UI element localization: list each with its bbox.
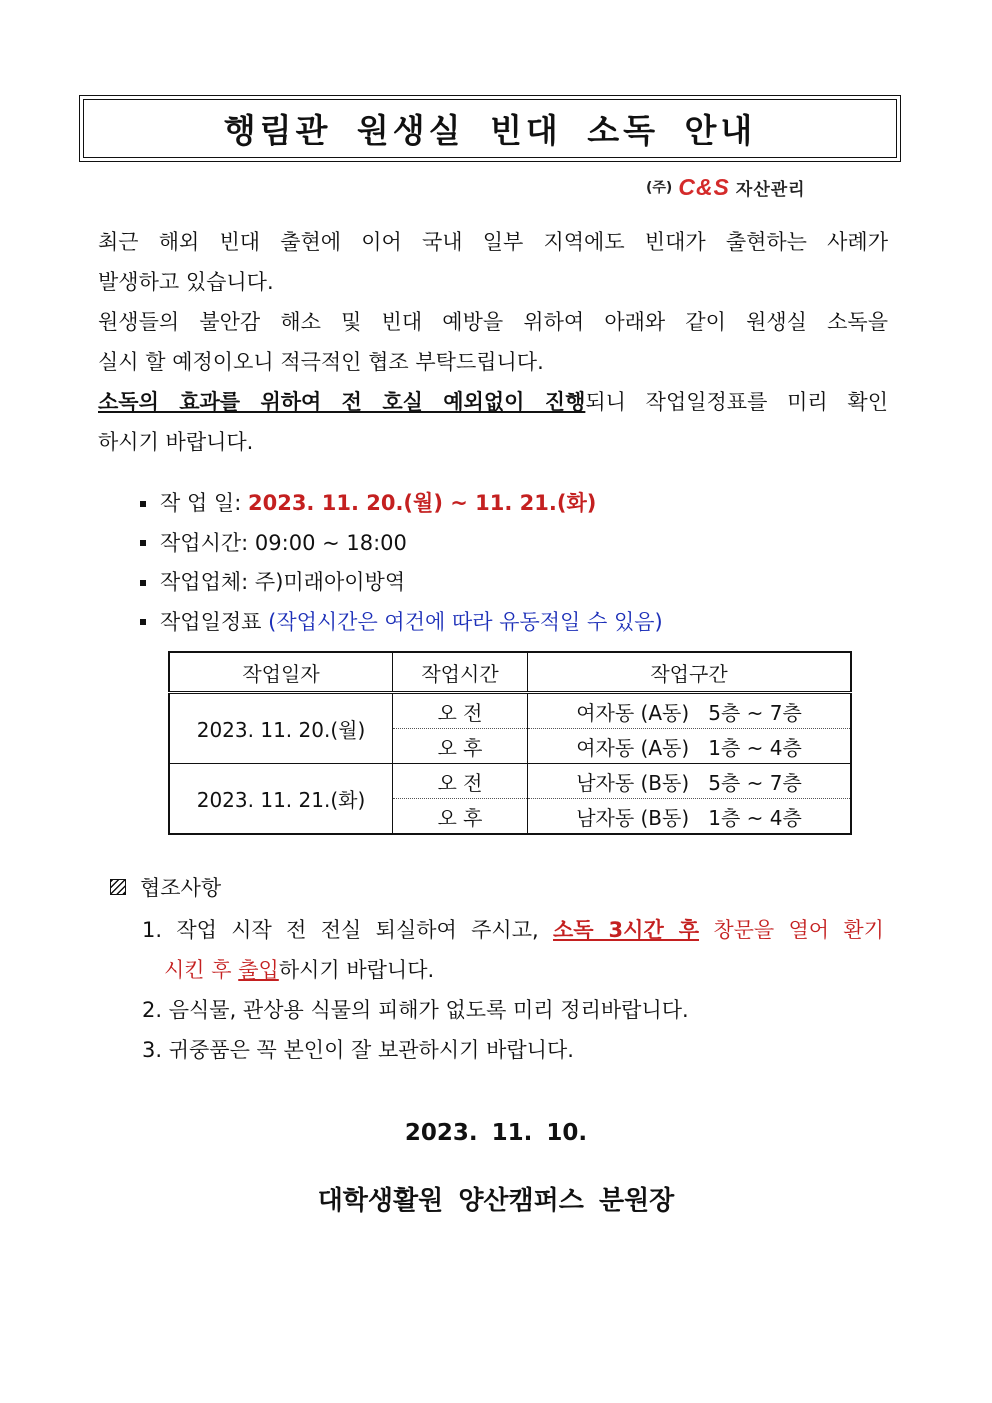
work-date-label: 작 업 일: [160,491,242,515]
coop-item-1-cont-red: 시킨 후 [164,958,232,982]
company-logo [646,173,806,200]
title-box-inner [83,99,897,158]
work-date-value: 2023. 11. 20.(월) ~ 11. 21.(화) [247,491,597,515]
table-row [169,764,851,799]
coop-item-3: 3. 귀중품은 꼭 본인이 잘 보관하시기 바랍니다. [142,1038,574,1062]
intro-line-5 [98,382,888,422]
logo-name: 자산관리 [735,179,806,200]
day2-pm-time: 오 후 [393,799,528,835]
schedule-table [168,651,852,835]
bullet-icon [140,619,146,625]
detail-company [140,563,663,603]
signature: 대학생활원 양산캠퍼스 분원장 [317,1186,675,1216]
coop-item-1-continued [142,950,884,990]
intro-emphasis: 소독의 효과를 위하여 전 호실 예외없이 진행 [98,390,586,414]
intro-line-4: 실시 할 예정이오니 적극적인 협조 부탁드립니다. [98,350,544,374]
cooperation-list [142,910,884,1070]
intro-line-6: 하시기 바랍니다. [98,430,254,454]
detail-list [140,484,663,642]
bullet-icon [140,501,146,507]
day1-am-time: 오 전 [393,693,528,729]
intro-line-3: 원생들의 불안감 해소 및 빈대 예방을 위하여 아래와 같이 원생실 소독을 [98,310,888,334]
logo-mark: C&S [678,173,730,200]
day2-pm-area: 남자동 (B동) 1층 ~ 4층 [528,799,852,835]
day1-date: 2023. 11. 20.(월) [169,693,393,764]
schedule-note: (작업시간은 여건에 따라 유동적일 수 있음) [268,609,663,634]
coop-item-1-red-underline: 소독 3시간 후 [553,918,699,942]
day1-pm-area: 여자동 (A동) 1층 ~ 4층 [528,729,852,764]
day2-am-time: 오 전 [393,764,528,799]
intro-line-1: 최근 해외 빈대 출현에 이어 국내 일부 지역에도 빈대가 출현하는 사례가 [98,230,888,254]
page-title: 행림관 원생실 빈대 소독 안내 [223,111,757,150]
coop-item-1-text: 1. 작업 시작 전 전실 퇴실하여 주시고, [142,918,539,942]
detail-work-date [140,484,663,524]
hatched-square-icon [110,879,126,895]
coop-item-1-cont-red-underline: 출입 [238,958,279,982]
detail-work-time [140,524,663,564]
day1-am-area: 여자동 (A동) 5층 ~ 7층 [528,693,852,729]
bullet-icon [140,540,146,546]
company-value: 주)미래아이방역 [254,570,406,594]
day1-pm-time: 오 후 [393,729,528,764]
coop-item-2: 2. 음식물, 관상용 식물의 피해가 없도록 미리 정리바랍니다. [142,998,689,1022]
intro-paragraph [98,222,888,462]
schedule-header-row [169,652,851,693]
logo-corp-prefix: (주) [646,180,673,196]
schedule-label: 작업일정표 [160,609,262,634]
title-box [79,95,901,162]
header-area: 작업구간 [528,652,852,693]
intro-line-5-rest: 되니 작업일정표를 미리 확인 [585,390,888,414]
cooperation-heading-text: 협조사항 [140,876,222,900]
coop-item-1-cont-rest: 하시기 바랍니다. [278,958,435,982]
work-time-value: 09:00 ~ 18:00 [254,530,407,555]
header-date: 작업일자 [169,652,393,693]
coop-item-1-red: 창문을 열어 환기 [713,918,884,942]
cooperation-heading [110,872,221,902]
day2-am-area: 남자동 (B동) 5층 ~ 7층 [528,764,852,799]
work-time-label: 작업시간: [160,530,249,555]
bullet-icon [140,580,146,586]
coop-item-1 [142,910,884,950]
company-label: 작업업체: [160,570,249,594]
day2-date: 2023. 11. 21.(화) [169,764,393,835]
header-time: 작업시간 [393,652,528,693]
table-row [169,693,851,729]
intro-line-2: 발생하고 있습니다. [98,270,274,294]
notice-date: 2023. 11. 10. [404,1120,588,1146]
detail-schedule [140,603,663,643]
